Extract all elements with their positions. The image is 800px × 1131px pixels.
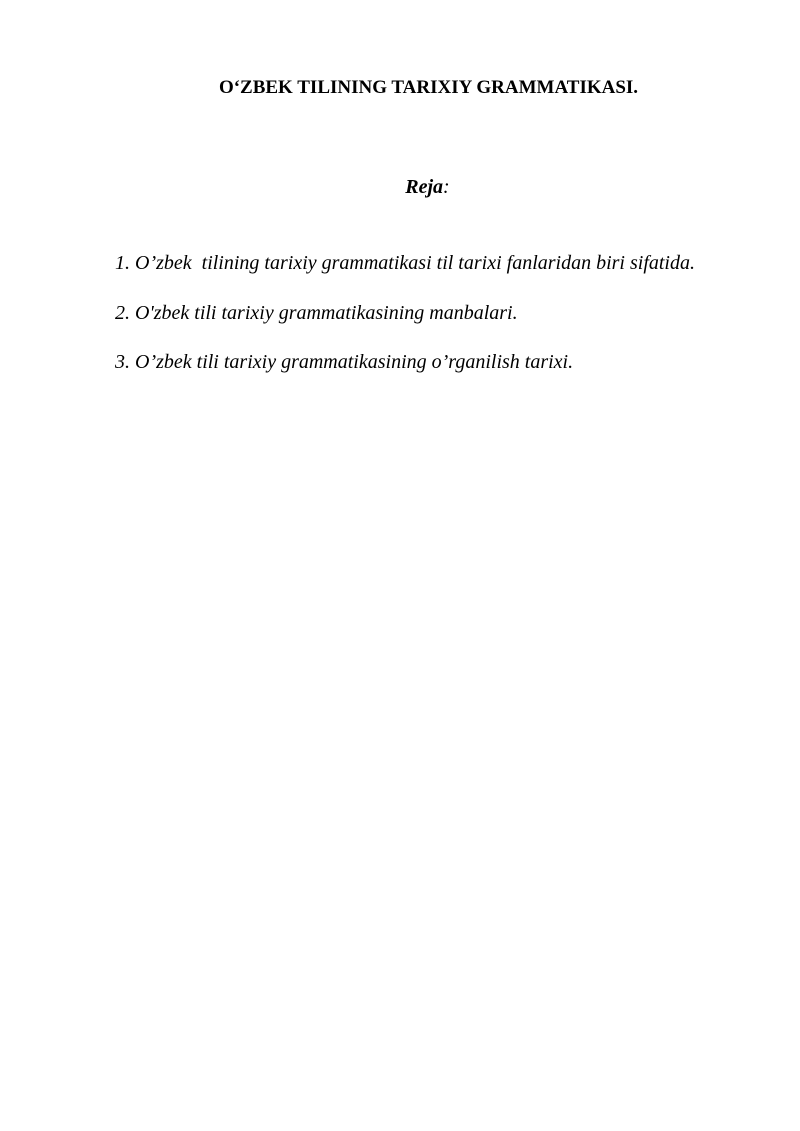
plan-item-3: 3. O’zbek tili tarixiy grammatikasining o’rganilish tarixi. xyxy=(115,351,574,373)
plan-heading-colon: : xyxy=(443,176,450,198)
plan-heading-word: Reja xyxy=(405,176,444,198)
plan-item-2: 2. O'zbek tili tarixiy grammatikasining manbalari. xyxy=(115,301,518,324)
plan-list xyxy=(115,250,795,399)
plan-item-1: 1. O’zbek tilining tarixiy grammatikasi til tarixi fanlaridan biri sifatida. xyxy=(115,252,695,274)
plan-heading xyxy=(0,176,800,199)
document-title: O‘ZBEK TILINING TARIXIY GRAMMATIKASI. xyxy=(218,77,639,98)
